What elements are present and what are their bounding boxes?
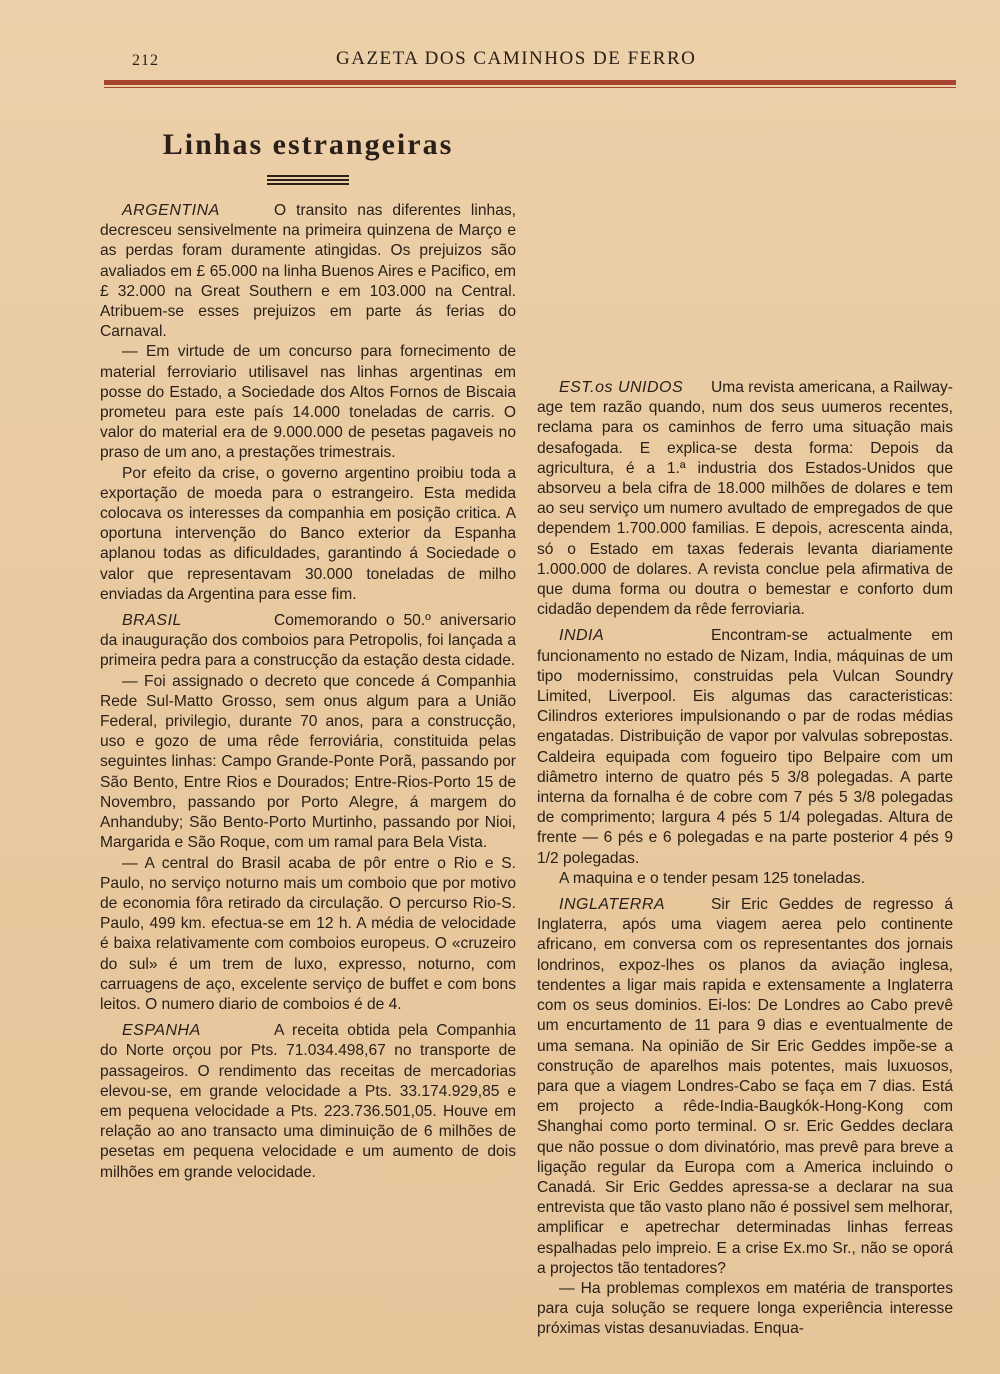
section-heading-estados-unidos: EST.os UNIDOS	[559, 379, 684, 396]
argentina-paragraph-3: Por efeito da crise, o governo argentino proibiu toda a exportação de moeda para o estrangeiro. Esta medida colocava os interesses da companhia em posição critica. A oportuna intervenção do Banco exterior da Espanha aplanou todas as dificuldades, garantindo á Sociedade o valor que representavam 30.000 toneladas de milho enviadas da Argentina para esse fim.	[100, 464, 516, 603]
argentina-paragraph-2: — Em virtude de um concurso para fornecimento de material ferroviario utilisavel nas linhas argentinas em posse do Estado, a Sociedade dos Altos Fornos de Biscaia prometeu para este país 14.000 toneladas de carris. O valor do material era de 9.000.000 de pesetas pagaveis no praso de um ano, a prestações trimestrais.	[100, 343, 516, 462]
india-paragraph-2: A maquina e o tender pesam 125 toneladas.	[559, 869, 866, 887]
running-title: GAZETA DOS CAMINHOS DE FERRO	[336, 48, 697, 69]
left-column	[100, 125, 516, 1183]
section-estados-unidos	[537, 378, 953, 620]
inglaterra-paragraph-2: — Ha problemas complexos em matéria de transportes para cuja solução se requere longa experiência interesse próximas vistas desanuviadas. Enqua-	[537, 1279, 953, 1338]
section-india	[537, 626, 953, 889]
brasil-paragraph-1: Comemorando o 50.º aniversario da inauguração dos comboios para Petropolis, foi lançada a primeira pedra para a construcção da estação desta cidade.	[100, 612, 516, 670]
header-rule-thin	[104, 87, 956, 88]
argentina-paragraph-1: O transito nas diferentes linhas, decresceu sensivelmente na primeira quinzena de Março e as perdas foram duramente atingidas. Os prejuizos são avaliados em £ 65.000 na linha Buenos Aires e Pacifico, em £ 32.000 na Great Southern e em 103.000 na Central. Atribuem-se esses prejuizos em parte ás ferias do Carnaval.	[100, 202, 516, 341]
espanha-paragraph-1: A receita obtida pela Companhia do Norte orçou por Pts. 71.034.498,67 no transporte de passageiros. O rendimento das receitas de mercadorias elevou-se, em grande velocidade a Pts. 33.174.929,85 e em pequena velocidade a Pts. 223.736.501,05. Houve em relação ao ano transacto uma diminuição de 6 milhões de pesetas em pequena velocidade e um aumento de dois milhões em grande velocidade.	[100, 1022, 516, 1181]
page-number: 212	[132, 52, 159, 69]
inglaterra-paragraph-1: Sir Eric Geddes de regresso á Inglaterra, após uma viagem aerea pelo continente africano, em conversa com os representantes dos jornais londrinos, expoz-lhes os planos da aviação inglesa, tendentes a ligar mais rapida e extensamente a Inglaterra com os seus dominios. Ei-los: De Londres ao Cabo prevê um encurtamento de 11 para 9 dias e eventualmente de uma semana. Na opinião de Sir Eric Geddes impõe-se a construção de aparelhos mais potentes, mais luxuosos, para que a viagem Londres-Cabo se faça em 7 dias. Está em projecto a rêde-India-Baugkók-Hong-Kong com Shanghai como porto terminal. O sr. Eric Geddes declara que não possue o dom divinatório, mas prevê para breve a ligação regular da Europa com a America incluindo o Canadá. Sir Eric Geddes apressa-se a declarar na sua entrevista que tão vasto plano não é possivel sem melhorar, amplificar e apetrechar determinadas linhas ferreas espalhadas pelo impreio. E a crise Ex.mo Sr., não se oporá a projectos tão tentadores?	[537, 896, 953, 1277]
india-paragraph-1: Encontram-se actualmente em funcionamento no estado de Nizam, India, máquinas de um tipo modernissimo, construidas pela Vulcan Soundry Limited, Liverpool. Eis algumas das caracteristicas: Cilindros exteriores impulsionando o par de rodas médias engatadas. Distribuição de vapor por valvulas sobrepostas. Caldeira equipada com fogueiro tipo Belpaire com um diâmetro interno de quatro pés 5 3/8 polegadas. A parte interna da fornalha é de cobre com 7 pés 5 3/8 polegadas de comprimento; largura 4 pés 5 1/4 polegadas. Altura de frente — 6 pés e 6 polegadas e na parte posterior 4 pés 9 1/2 polegadas.	[537, 627, 953, 867]
article-title: Linhas estrangeiras	[162, 128, 454, 161]
header-rule	[104, 80, 956, 85]
brasil-paragraph-3: — A central do Brasil acaba de pôr entre o Rio e S. Paulo, no serviço noturno mais um comboio que por motivo de economia fôra retirado da circulação. O percurso Rio-S. Paulo, 499 km. efectua-se em 12 h. A média de velocidade é baixa relativamente com comboios europeus. O «cruzeiro do sul» é um trem de luxo, expresso, noturno, com carruagens de aço, excelente serviço de buffet e com bons leitos. O numero diario de comboios é de 4.	[100, 854, 516, 1013]
section-heading-argentina: ARGENTINA	[122, 202, 220, 219]
section-heading-india: INDIA	[559, 627, 605, 645]
section-inglaterra	[537, 895, 953, 1339]
estados-unidos-paragraph-1: Uma revista americana, a Railway-age tem razão quando, num dos seus uumeros recentes, reclama para os caminhos de ferro uma situação mais desafogada. E explica-se desta forma: Depois da agricultura, é a 1.ª industria dos Estados-Unidos que absorveu a bela cifra de 18.000 milhões de dolares e tem ao seu serviço um numero avultado de empregados de que dependem 1.700.000 familias. E depois, acrescenta ainda, só o Estado em taxas federais levanta diariamente 1.000.000 de dolares. A revista conclue pela afirmativa de que duma forma ou doutra o bemestar e conforto dum cidadão dependem da rêde ferroviaria.	[537, 379, 953, 619]
section-espanha	[100, 1021, 516, 1183]
section-heading-espanha: ESPANHA	[122, 1022, 201, 1040]
section-heading-brasil: BRASIL	[122, 612, 182, 630]
section-argentina	[100, 201, 516, 605]
brasil-paragraph-2: — Foi assignado o decreto que concede á Companhia Rede Sul-Matto Grosso, sem onus algum para a União Federal, privilegio, durante 70 anos, para a construcção, uso e gozo de uma rêde ferroviária, constituida pelas seguintes linhas: Campo Grande-Ponte Porã, passando por São Bento, Entre Rios e Dourados; Entre-Rios-Porto 15 de Novembro, passando por Porto Alegre, á margem do Anhanduby; São Bento-Porto Murtinho, passando por Nioi, Margarida e São Roque, com um ramal para Bela Vista.	[100, 672, 516, 852]
section-heading-inglaterra: INGLATERRA	[559, 896, 666, 914]
title-ornament-rule	[267, 175, 349, 185]
section-brasil	[100, 611, 516, 1015]
right-column	[537, 372, 953, 1340]
